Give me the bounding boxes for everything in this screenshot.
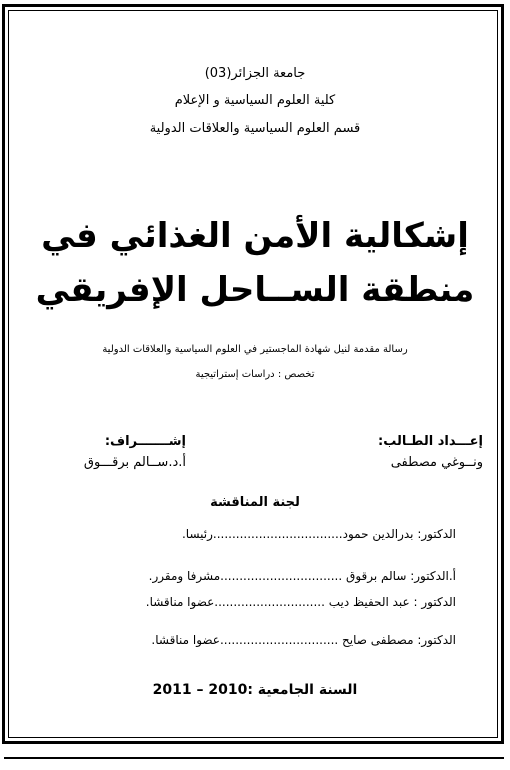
supervisor-name: أ.د.ســالم برقـــوق bbox=[83, 455, 186, 470]
student-heading: إعـــداد الطـالب: bbox=[378, 434, 483, 449]
academic-year: السنة الجامعية :2010 – 2011 bbox=[152, 682, 358, 698]
committee-member-1: الدكتور: بدرالدين حمود..................................رئيسا. bbox=[181, 527, 456, 541]
committee-member-4: الدكتور: مصطفى صايح ...............................عضوا مناقشا. bbox=[151, 633, 456, 647]
bottom-rule bbox=[4, 757, 504, 759]
thesis-title-line-1: إشكالية الأمن الغذائي في bbox=[41, 216, 469, 256]
department-name: قسم العلوم السياسية والعلاقات الدولية bbox=[149, 121, 361, 136]
committee-heading: لجنة المناقشة bbox=[210, 495, 300, 510]
thesis-title-line-2: منطقة الســاحل الإفريقي bbox=[35, 270, 475, 310]
supervisor-heading: إشـــــــراف: bbox=[104, 434, 186, 449]
student-name: ونــوغي مصطفى bbox=[390, 455, 483, 470]
specialization: تخصص : دراسات إستراتيجية bbox=[195, 369, 315, 380]
faculty-name: كلية العلوم السياسية و الإعلام bbox=[174, 93, 336, 108]
thesis-description: رسالة مقدمة لنيل شهادة الماجستير في العلوم السياسية والعلاقات الدولية bbox=[102, 344, 408, 355]
committee-member-2: أ.الدكتور: سالم برقوق ................................مشرفا ومقرر. bbox=[148, 569, 456, 583]
committee-member-3: الدكتور : عبد الحفيظ ديب .............................عضوا مناقشا. bbox=[145, 595, 456, 609]
university-name: جامعة الجزائر(03) bbox=[204, 66, 306, 81]
